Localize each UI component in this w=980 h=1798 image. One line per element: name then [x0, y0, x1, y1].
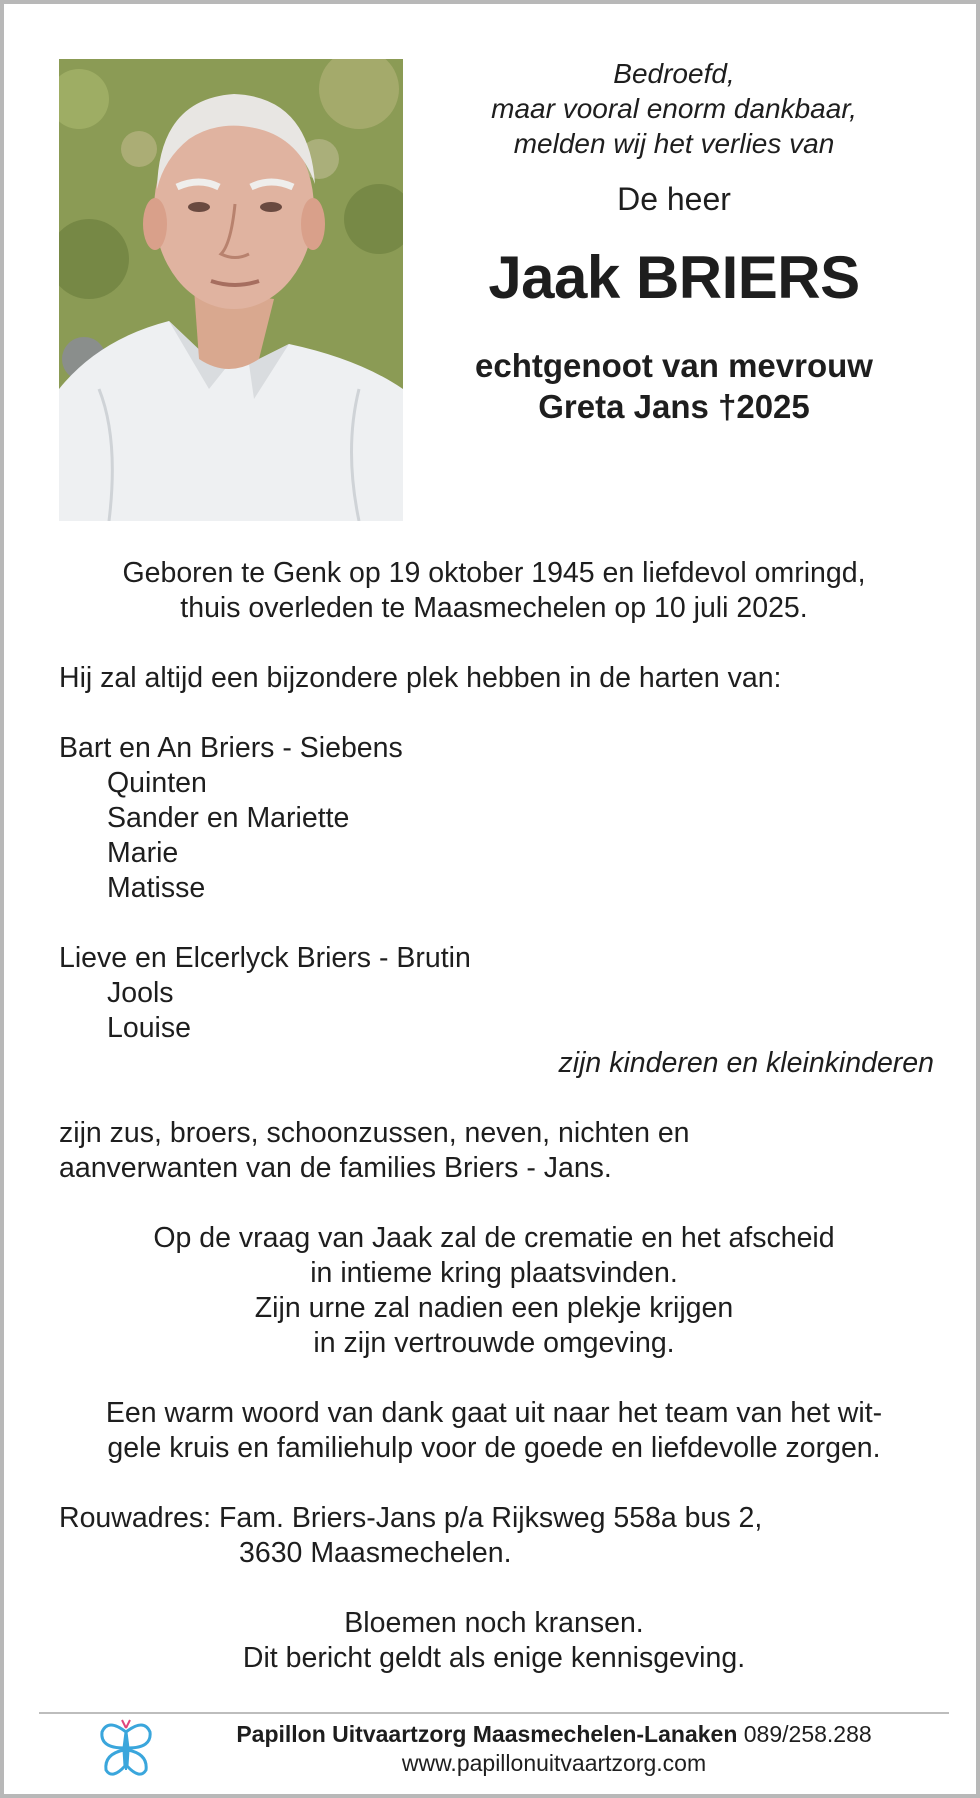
- intro-line: melden wij het verlies van: [513, 128, 835, 159]
- relatives-info: [59, 1116, 929, 1186]
- announcement-body: [59, 556, 934, 1676]
- text-line: Zijn urne zal nadien een plekje krijgen: [254, 1292, 734, 1324]
- family-parents: Bart en An Briers - Siebens: [59, 732, 403, 764]
- title-prefix: De heer: [617, 181, 731, 217]
- spouse-line: Greta Jans †2025: [538, 388, 810, 425]
- text-line: Rouwadres: Fam. Briers-Jans p/a Rijksweg 558a bus 2,: [59, 1502, 763, 1534]
- text-line: Geboren te Genk op 19 oktober 1945 en liefdevol omringd,: [122, 557, 866, 589]
- hearts-line: Hij zal altijd een bijzondere plek hebben in de harten van:: [59, 662, 782, 694]
- intro-line: Bedroefd,: [613, 58, 735, 89]
- company-name: Papillon Uitvaartzorg Maasmechelen-Lanaken: [236, 1721, 738, 1747]
- deceased-name: Jaak BRIERS: [488, 244, 860, 311]
- text-line: aanverwanten van de families Briers - Jans.: [59, 1152, 612, 1184]
- grandchild: Quinten: [107, 767, 207, 799]
- intro-line: maar vooral enorm dankbaar,: [491, 93, 857, 124]
- text-line: in zijn vertrouwde omgeving.: [313, 1327, 675, 1359]
- portrait-photo: [59, 59, 403, 521]
- text-line: thuis overleden te Maasmechelen op 10 juli 2025.: [180, 592, 808, 624]
- grandchild: Jools: [107, 977, 174, 1009]
- company-phone: 089/258.288: [743, 1721, 872, 1747]
- text-line: Een warm woord van dank gaat uit naar het team van het wit-: [105, 1397, 883, 1429]
- text-line: in intieme kring plaatsvinden.: [310, 1257, 678, 1289]
- grandchild: Marie: [107, 837, 179, 869]
- grandchild: Louise: [107, 1012, 191, 1044]
- birth-death-info: [59, 556, 929, 626]
- footer-divider: [39, 1712, 949, 1714]
- text-line: Bloemen noch kransen.: [344, 1607, 644, 1639]
- text-line: 3630 Maasmechelen.: [239, 1537, 512, 1569]
- mourning-address: [59, 1501, 929, 1571]
- text-line: gele kruis en familiehulp voor de goede en liefdevolle zorgen.: [107, 1432, 881, 1464]
- text-line: Dit bericht geldt als enige kennisgeving.: [242, 1642, 746, 1674]
- text-line: Op de vraag van Jaak zal de crematie en het afscheid: [153, 1222, 835, 1254]
- family-group-1: [59, 731, 929, 906]
- closing-info: [59, 1606, 929, 1676]
- spouse-info: [424, 345, 924, 427]
- cremation-info: [59, 1221, 929, 1361]
- announcement-header: [424, 56, 924, 427]
- text-line: zijn zus, broers, schoonzussen, neven, nichten en: [59, 1117, 690, 1149]
- family-parents: Lieve en Elcerlyck Briers - Brutin: [59, 942, 471, 974]
- intro-text: [424, 56, 924, 161]
- grandchild: Matisse: [107, 872, 206, 904]
- butterfly-icon: [98, 1718, 154, 1782]
- family-caption: zijn kinderen en kleinkinderen: [558, 1047, 934, 1079]
- grandchild: Sander en Mariette: [107, 802, 350, 834]
- spouse-line: echtgenoot van mevrouw: [475, 347, 873, 384]
- footer-info: [184, 1720, 924, 1778]
- family-group-2: [59, 941, 929, 1046]
- company-website[interactable]: www.papillonuitvaartzorg.com: [401, 1750, 707, 1776]
- thanks-info: [59, 1396, 929, 1466]
